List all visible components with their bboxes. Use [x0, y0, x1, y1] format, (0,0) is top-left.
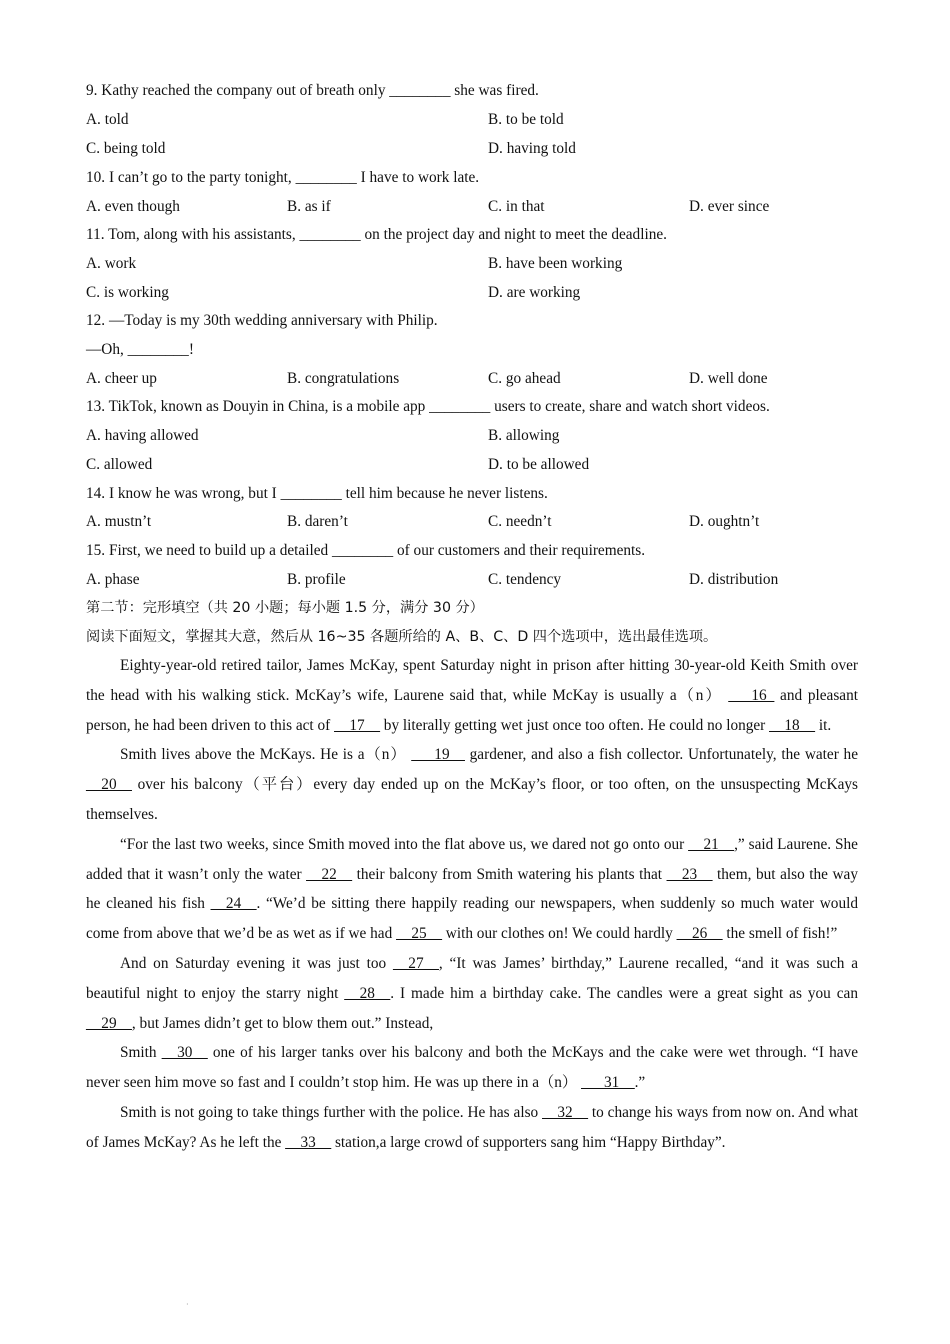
question-11-stem: 11. Tom, along with his assistants, ________ on the project day and night to meet the deadline.: [86, 226, 667, 243]
option-d: D. oughtn’t: [689, 513, 760, 530]
option-d: D. are working: [488, 284, 581, 301]
question-14-options: [86, 512, 886, 532]
option-b: B. as if: [287, 198, 331, 215]
question-13-options-row2: [86, 455, 886, 475]
option-a: A. told: [86, 111, 129, 128]
paragraph-2: Smith lives above the McKays. He is a（n） ___19__ gardener, and also a fish collector. Unfortunately, the water he __20__ over his balcony（平台）every day ended up on the McKay’s floor, or too often, on the unsuspecting McKays themselves.: [86, 746, 858, 823]
option-a: A. having allowed: [86, 427, 199, 444]
blank-31: ___31__: [581, 1074, 635, 1092]
blank-22: __22__: [306, 865, 353, 883]
question-11-options-row2: [86, 283, 886, 303]
blank-17: __17__: [334, 716, 380, 734]
question-12-stem: 12. —Today is my 30th wedding anniversary with Philip.: [86, 312, 438, 329]
option-c: C. being told: [86, 140, 166, 157]
blank-24: __24__: [210, 895, 257, 913]
blank-21: __21__: [688, 835, 735, 853]
option-d: D. having told: [488, 140, 576, 157]
footer-mark: ·: [186, 1300, 189, 1309]
question-9-stem: 9. Kathy reached the company out of breath only ________ she was fired.: [86, 82, 539, 99]
question-12-reply: —Oh, ________!: [86, 341, 194, 358]
option-b: B. allowing: [488, 427, 560, 444]
blank-29: __29__: [86, 1014, 132, 1032]
question-15-stem: 15. First, we need to build up a detailed ________ of our customers and their requirements.: [86, 542, 646, 559]
blank-28: __28__: [344, 984, 391, 1002]
option-c: C. tendency: [488, 571, 562, 588]
paragraph-1: Eighty-year-old retired tailor, James McKay, spent Saturday night in prison after hitting 30-year-old Keith Smith over the head with his walking stick. McKay’s wife, Laurene said that, while McKay is usually a（n） ___16_ and pleasant person, he had been driven to this act of __17__ by literally getting wet just once too often. He could no longer __18__ it.: [86, 657, 858, 734]
blank-33: __33__: [285, 1133, 332, 1151]
option-a: A. phase: [86, 571, 140, 588]
option-c: C. allowed: [86, 456, 153, 473]
blank-20: __20__: [86, 776, 132, 794]
cloze-passage: [86, 651, 858, 1158]
option-d: D. to be allowed: [488, 456, 590, 473]
question-11-options: [86, 254, 886, 274]
option-a: A. even though: [86, 198, 180, 215]
option-c: C. needn’t: [488, 513, 552, 530]
option-a: A. mustn’t: [86, 513, 152, 530]
blank-19: ___19__: [411, 746, 465, 764]
question-13-options: [86, 426, 886, 446]
blank-18: __18__: [769, 716, 815, 734]
question-10-options: [86, 197, 886, 217]
option-b: B. congratulations: [287, 370, 400, 387]
question-12-options: [86, 369, 886, 389]
option-c: C. in that: [488, 198, 545, 215]
option-c: C. go ahead: [488, 370, 561, 387]
option-b: B. to be told: [488, 111, 564, 128]
option-d: D. well done: [689, 370, 768, 387]
blank-16: ___16_: [728, 686, 775, 704]
section-heading: 第二节：完形填空（共 20 小题；每小题 1.5 分，满分 30 分）: [86, 600, 484, 616]
question-13-stem: 13. TikTok, known as Douyin in China, is a mobile app ________ users to create, share and watch short videos.: [86, 398, 770, 415]
paragraph-4: And on Saturday evening it was just too __27__, “It was James’ birthday,” Laurene recalled, “and it was such a beautiful night to enjoy the starry night __28__. I made him a birthday cake. The candles were a great sight as you can __29__, but James didn’t get to blow them out.” Instead,: [86, 954, 858, 1032]
section-instruction: 阅读下面短文，掌握其大意，然后从 16~35 各题所给的 A、B、C、D 四个选项中，选出最佳选项。: [86, 629, 718, 645]
paragraph-5: Smith __30__ one of his larger tanks over his balcony and both the McKays and the cake were wet through. “I have never seen him move so fast and I couldn’t stop him. He was up there in a（n） ___31__.”: [86, 1044, 858, 1092]
option-a: A. cheer up: [86, 370, 157, 387]
paragraph-3: “For the last two weeks, since Smith moved into the flat above us, we dared not go onto our __21__,” said Laurene. She added that it wasn’t only the water __22__ their balcony from Smith watering his plants that __23__ them, but also the way he cleaned his fish __24__. “We’d be sitting there happily reading our newspapers, when suddenly so much water would come from above that we’d be as wet as if we had __25__ with our clothes on! We could hardly __26__ the smell of fish!”: [86, 835, 858, 943]
question-15-options: [86, 570, 886, 590]
option-b: B. profile: [287, 571, 346, 588]
blank-26: __26__: [676, 925, 723, 943]
blank-30: __30__: [161, 1044, 208, 1062]
blank-27: __27__: [393, 954, 439, 972]
blank-23: __23__: [666, 865, 713, 883]
question-14-stem: 14. I know he was wrong, but I ________ tell him because he never listens.: [86, 485, 548, 502]
option-b: B. daren’t: [287, 513, 348, 530]
paragraph-6: Smith is not going to take things further with the police. He has also __32__ to change his ways from now on. And what of James McKay? As he left the __33__ station,a large crowd of supporters sang him “Happy Birthday”.: [86, 1103, 858, 1151]
blank-32: __32__: [542, 1103, 588, 1121]
blank-25: __25__: [396, 925, 442, 943]
question-10-stem: 10. I can’t go to the party tonight, ________ I have to work late.: [86, 169, 480, 186]
option-b: B. have been working: [488, 255, 623, 272]
option-d: D. distribution: [689, 571, 779, 588]
option-c: C. is working: [86, 284, 169, 301]
option-a: A. work: [86, 255, 137, 272]
question-9-options-row2: [86, 139, 886, 159]
option-d: D. ever since: [689, 198, 770, 215]
question-9-options: [86, 110, 886, 130]
